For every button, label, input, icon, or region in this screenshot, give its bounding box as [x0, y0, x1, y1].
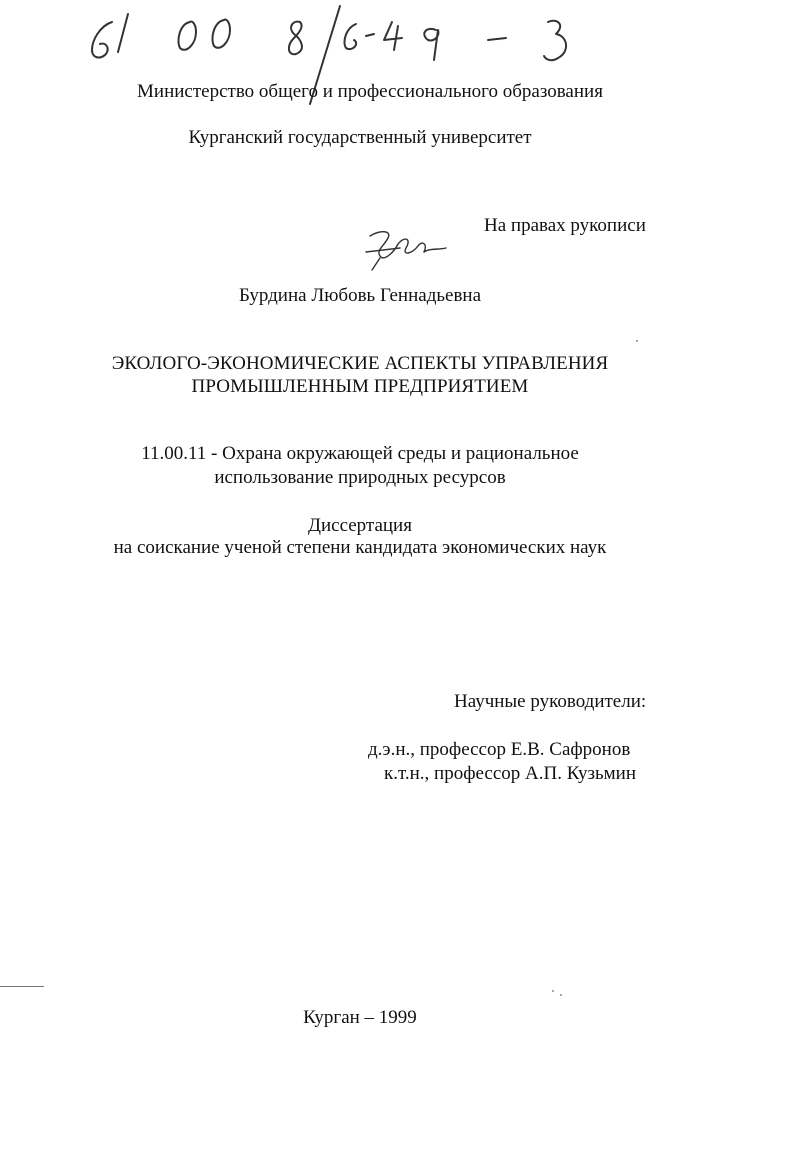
- work-type-line-1: Диссертация: [308, 515, 412, 536]
- specialty-line-2: использование природных ресурсов: [214, 467, 506, 488]
- supervisor-first: д.э.н., профессор Е.В. Сафронов: [368, 739, 631, 760]
- handwritten-archive-code: [0, 0, 795, 300]
- university-line: Курганский государственный университет: [188, 127, 532, 148]
- place-year: Курган – 1999: [303, 1007, 417, 1028]
- author-name: Бурдина Любовь Геннадьевна: [238, 285, 482, 306]
- scan-mark: [0, 986, 44, 987]
- title-line-2: ПРОМЫШЛЕННЫМ ПРЕДПРИЯТИЕМ: [191, 376, 529, 397]
- title-line-1: ЭКОЛОГО-ЭКОНОМИЧЕСКИЕ АСПЕКТЫ УПРАВЛЕНИЯ: [111, 353, 609, 374]
- manuscript-rights-line: На правах рукописи: [484, 215, 646, 236]
- work-type-line-2: на соискание ученой степени кандидата экономических наук: [113, 537, 607, 558]
- signature: [366, 232, 446, 270]
- supervisors-heading: Научные руководители:: [454, 691, 647, 712]
- specialty-line-1: 11.00.11 - Охрана окружающей среды и рациональное: [141, 443, 579, 464]
- scan-speck: [636, 340, 638, 342]
- ministry-line: Министерство общего и профессионального образования: [137, 81, 603, 102]
- scan-speck: [560, 994, 562, 996]
- scan-speck: [552, 990, 554, 992]
- supervisor-second: к.т.н., профессор А.П. Кузьмин: [384, 763, 636, 784]
